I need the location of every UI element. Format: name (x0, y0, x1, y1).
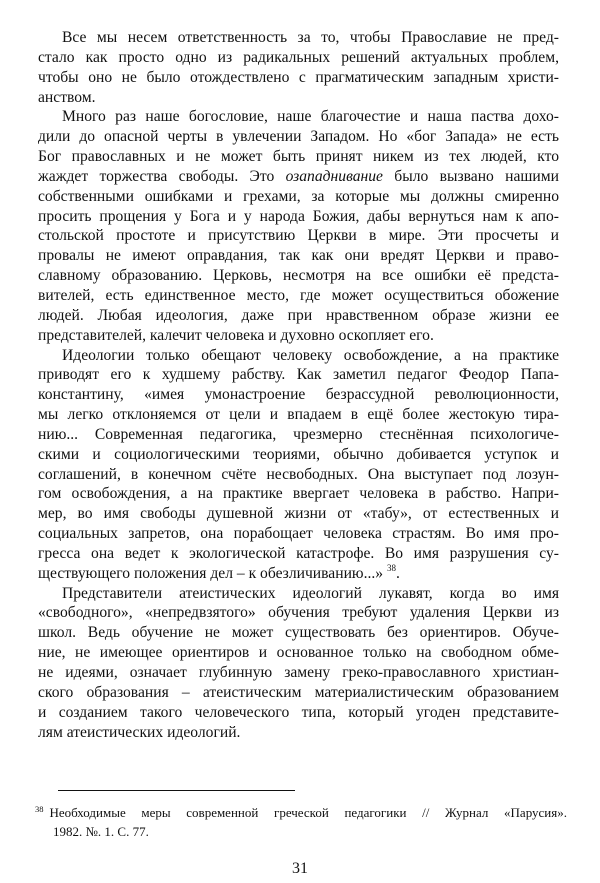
emphasized-term: озападнивание (285, 167, 383, 185)
text-line: просить прощения у Бога и у народа Божия, дабы вернуться нам к апо- (38, 207, 559, 225)
text-line: ние, не имеющее ориентиров и основанное только на свободном обме- (38, 644, 559, 662)
footnote-line-2: 1982. №. 1. С. 77. (53, 824, 149, 839)
text-line: константину, «имея умонастроение безрассудной революционности, (38, 386, 559, 404)
text-line: Идеологии только обещают человеку освобождение, а на практике (62, 346, 559, 364)
footnote (35, 803, 567, 841)
text-line: анством. (38, 88, 96, 106)
paragraph (38, 28, 559, 107)
footnote-separator (58, 790, 295, 791)
footnote-reference[interactable]: 38 (386, 562, 396, 573)
text-line: скими и социологическими теориями, обычно добивается уступок и (38, 445, 559, 463)
text-line: мы легко отклоняемся от цели и впадаем в ещё более жестокую тира- (38, 406, 559, 424)
paragraph (38, 107, 559, 345)
text-line: «свободного», «непредвзятого» обучения требуют удаления Церкви из (38, 604, 559, 622)
text-line: представителей, калечит человека и духовно оскопляет его. (38, 326, 434, 344)
text-line: стольской простоте и присутствию Церкви в мире. Эти просчеты и (38, 227, 559, 245)
text-line: гресса она ведет к экологической катастрофе. Во имя разрушения су- (38, 544, 559, 562)
text-line: Бог православных и не может быть принят никем из тех людей, кто (38, 148, 559, 166)
text-line: Представители атеистических идеологий лукавят, когда во имя (62, 584, 559, 602)
paragraph (38, 346, 559, 584)
text-line: людей. Любая идеология, даже при нравственном образе жизни ее (38, 306, 559, 324)
footnote-line-1 (35, 803, 567, 822)
text-line: собственными ошибками и грехами, за которые мы должны смиренно (38, 187, 559, 205)
text-line: мер, во имя свободы душевной жизни от «табу», от естественных и (38, 505, 559, 523)
text-line: славному образованию. Церковь, несмотря на все ошибки её предста- (38, 267, 559, 285)
text-line: дили до опасной черты в увлечении Западом. Но «бог Запада» не есть (38, 128, 559, 146)
footnote-number: 38 (35, 804, 44, 814)
text-line: и созданием такого человеческого типа, который угоден представите- (38, 703, 559, 721)
text-line: Много раз наше богословие, наше благочестие и наша паства дохо- (62, 108, 559, 126)
text-line: провалы не имеют оправдания, так как они вредят Церкви и право- (38, 247, 559, 265)
text-line: ществующего положения дел – к обезличиванию...» $^{38}$. (38, 562, 400, 582)
text-line: ского образования – атеистическим материалистическим образованием (38, 683, 559, 701)
text-line: не идеями, означает глубинную замену греко-православного христиан- (38, 664, 559, 681)
text-line: соглашений, в конечном счёте несвободных. Она выступает под лозун- (38, 465, 559, 483)
body-text (38, 28, 559, 742)
footnote-text-1: Необходимые меры современной греческой педагогики // Журнал «Парусия». (49, 805, 567, 820)
text-line: Все мы несем ответственность за то, чтобы Православие не пред- (62, 29, 559, 46)
text-line: стало как просто одно из радикальных решений актуальных проблем, (38, 48, 559, 66)
text-line: лям атеистических идеологий. (38, 723, 241, 741)
text-line: нию... Современная педагогика, чрезмерно стеснённая психологиче- (38, 425, 559, 443)
text-line: чтобы оно не было отождествлено с прагматическим западным христи- (38, 68, 559, 86)
text-line: социальных запретов, она порабощает человека страстям. Во имя про- (38, 525, 559, 543)
paragraph (38, 584, 559, 743)
text-line: приводят его к худшему рабству. Как заметил педагог Феодор Папа- (38, 366, 559, 384)
text-line: гом освобождения, а на практике ввергает человека в рабство. Напри- (38, 485, 559, 503)
page-number: 31 (292, 860, 308, 877)
text-line: жаждет торжества свободы. Это озападнивание было вызвано нашими (38, 167, 559, 185)
text-line: школ. Ведь обучение не может существовать без ориентиров. Обуче- (38, 624, 559, 642)
text-line: вителей, есть единственное место, где может осуществиться обожение (38, 286, 559, 304)
